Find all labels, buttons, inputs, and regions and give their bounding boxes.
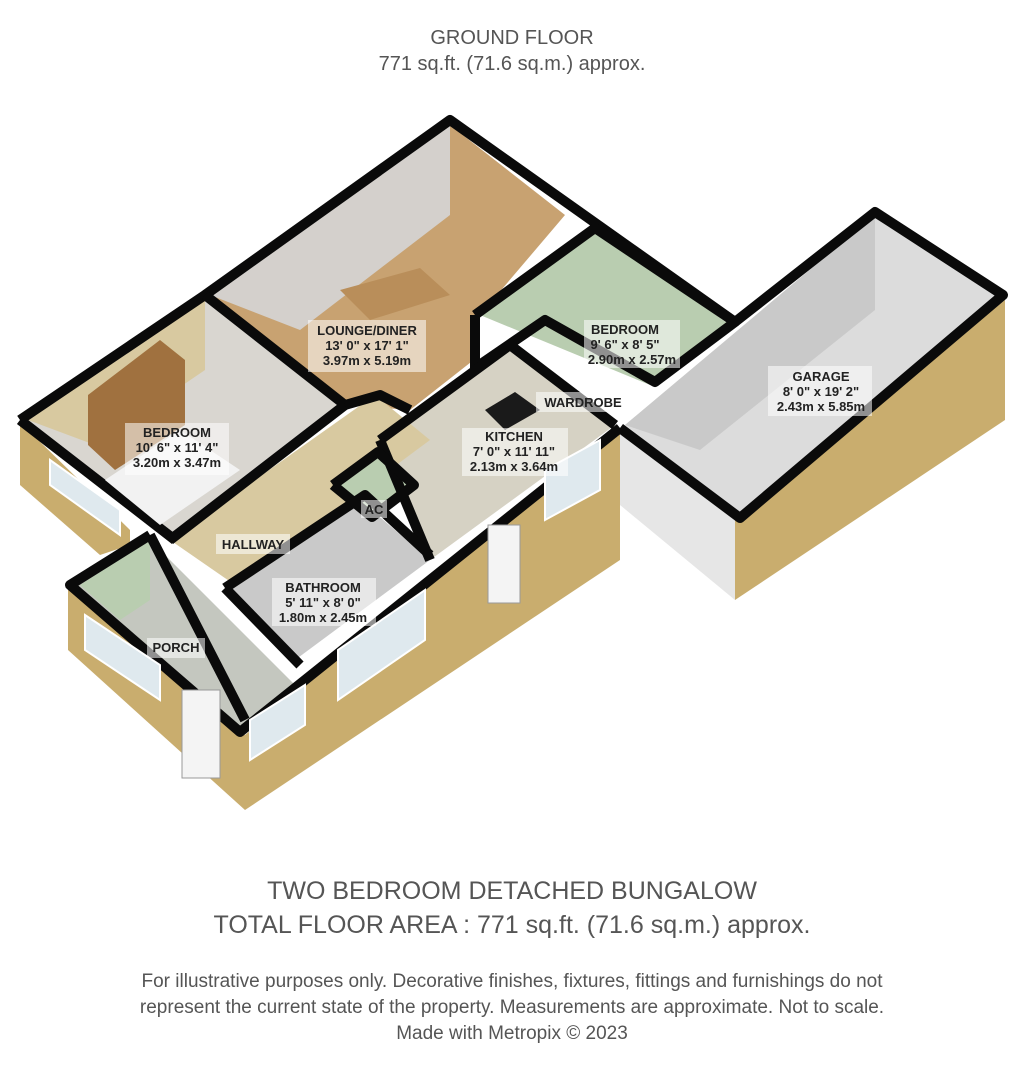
bedroom1-imperial: 10' 6" x 11' 4": [135, 440, 219, 455]
property-summary-title: TWO BEDROOM DETACHED BUNGALOW: [267, 877, 757, 905]
garage-imperial: 8' 0" x 19' 2": [782, 384, 860, 399]
disclaimer-line-1: For illustrative purposes only. Decorative finishes, fixtures, fittings and furnishings do not: [141, 971, 883, 992]
kitchen-imperial: 7' 0" x 11' 11": [472, 444, 556, 459]
credit-line: Made with Metropix © 2023: [396, 1023, 628, 1044]
floor-plan: [0, 100, 1024, 830]
bedroom1-metric: 3.20m x 3.47m: [132, 455, 222, 470]
garage-metric: 2.43m x 5.85m: [776, 399, 866, 414]
lounge-imperial: 13' 0" x 17' 1": [325, 338, 409, 353]
bedroom2-name: BEDROOM: [591, 322, 659, 337]
hallway-name: HALLWAY: [221, 537, 285, 552]
floor-plan-drawing: [0, 100, 1024, 830]
porch-door: [182, 690, 220, 778]
garage-name: GARAGE: [792, 369, 850, 384]
floor-area: 771 sq.ft. (71.6 sq.m.) approx.: [378, 53, 646, 75]
bathroom-metric: 1.80m x 2.45m: [278, 610, 368, 625]
bathroom-name: BATHROOM: [285, 580, 361, 595]
bedroom2-metric: 2.90m x 2.57m: [587, 352, 677, 367]
lounge-name: LOUNGE/DINER: [317, 323, 417, 338]
porch-name: PORCH: [152, 640, 200, 655]
lounge-metric: 3.97m x 5.19m: [322, 353, 412, 368]
bedroom2-imperial: 9' 6" x 8' 5": [590, 337, 660, 352]
wardrobe-name: WARDROBE: [544, 395, 622, 410]
bedroom1-name: BEDROOM: [143, 425, 211, 440]
front-door: [488, 525, 520, 603]
ac-name: AC: [364, 502, 384, 517]
kitchen-name: KITCHEN: [485, 429, 543, 444]
kitchen-metric: 2.13m x 3.64m: [469, 459, 559, 474]
disclaimer-line-2: represent the current state of the property. Measurements are approximate. Not to scale.: [139, 997, 885, 1018]
bathroom-imperial: 5' 11" x 8' 0": [285, 595, 361, 610]
floor-title: GROUND FLOOR: [430, 27, 594, 49]
total-floor-area: TOTAL FLOOR AREA : 771 sq.ft. (71.6 sq.m.) approx.: [213, 911, 811, 939]
